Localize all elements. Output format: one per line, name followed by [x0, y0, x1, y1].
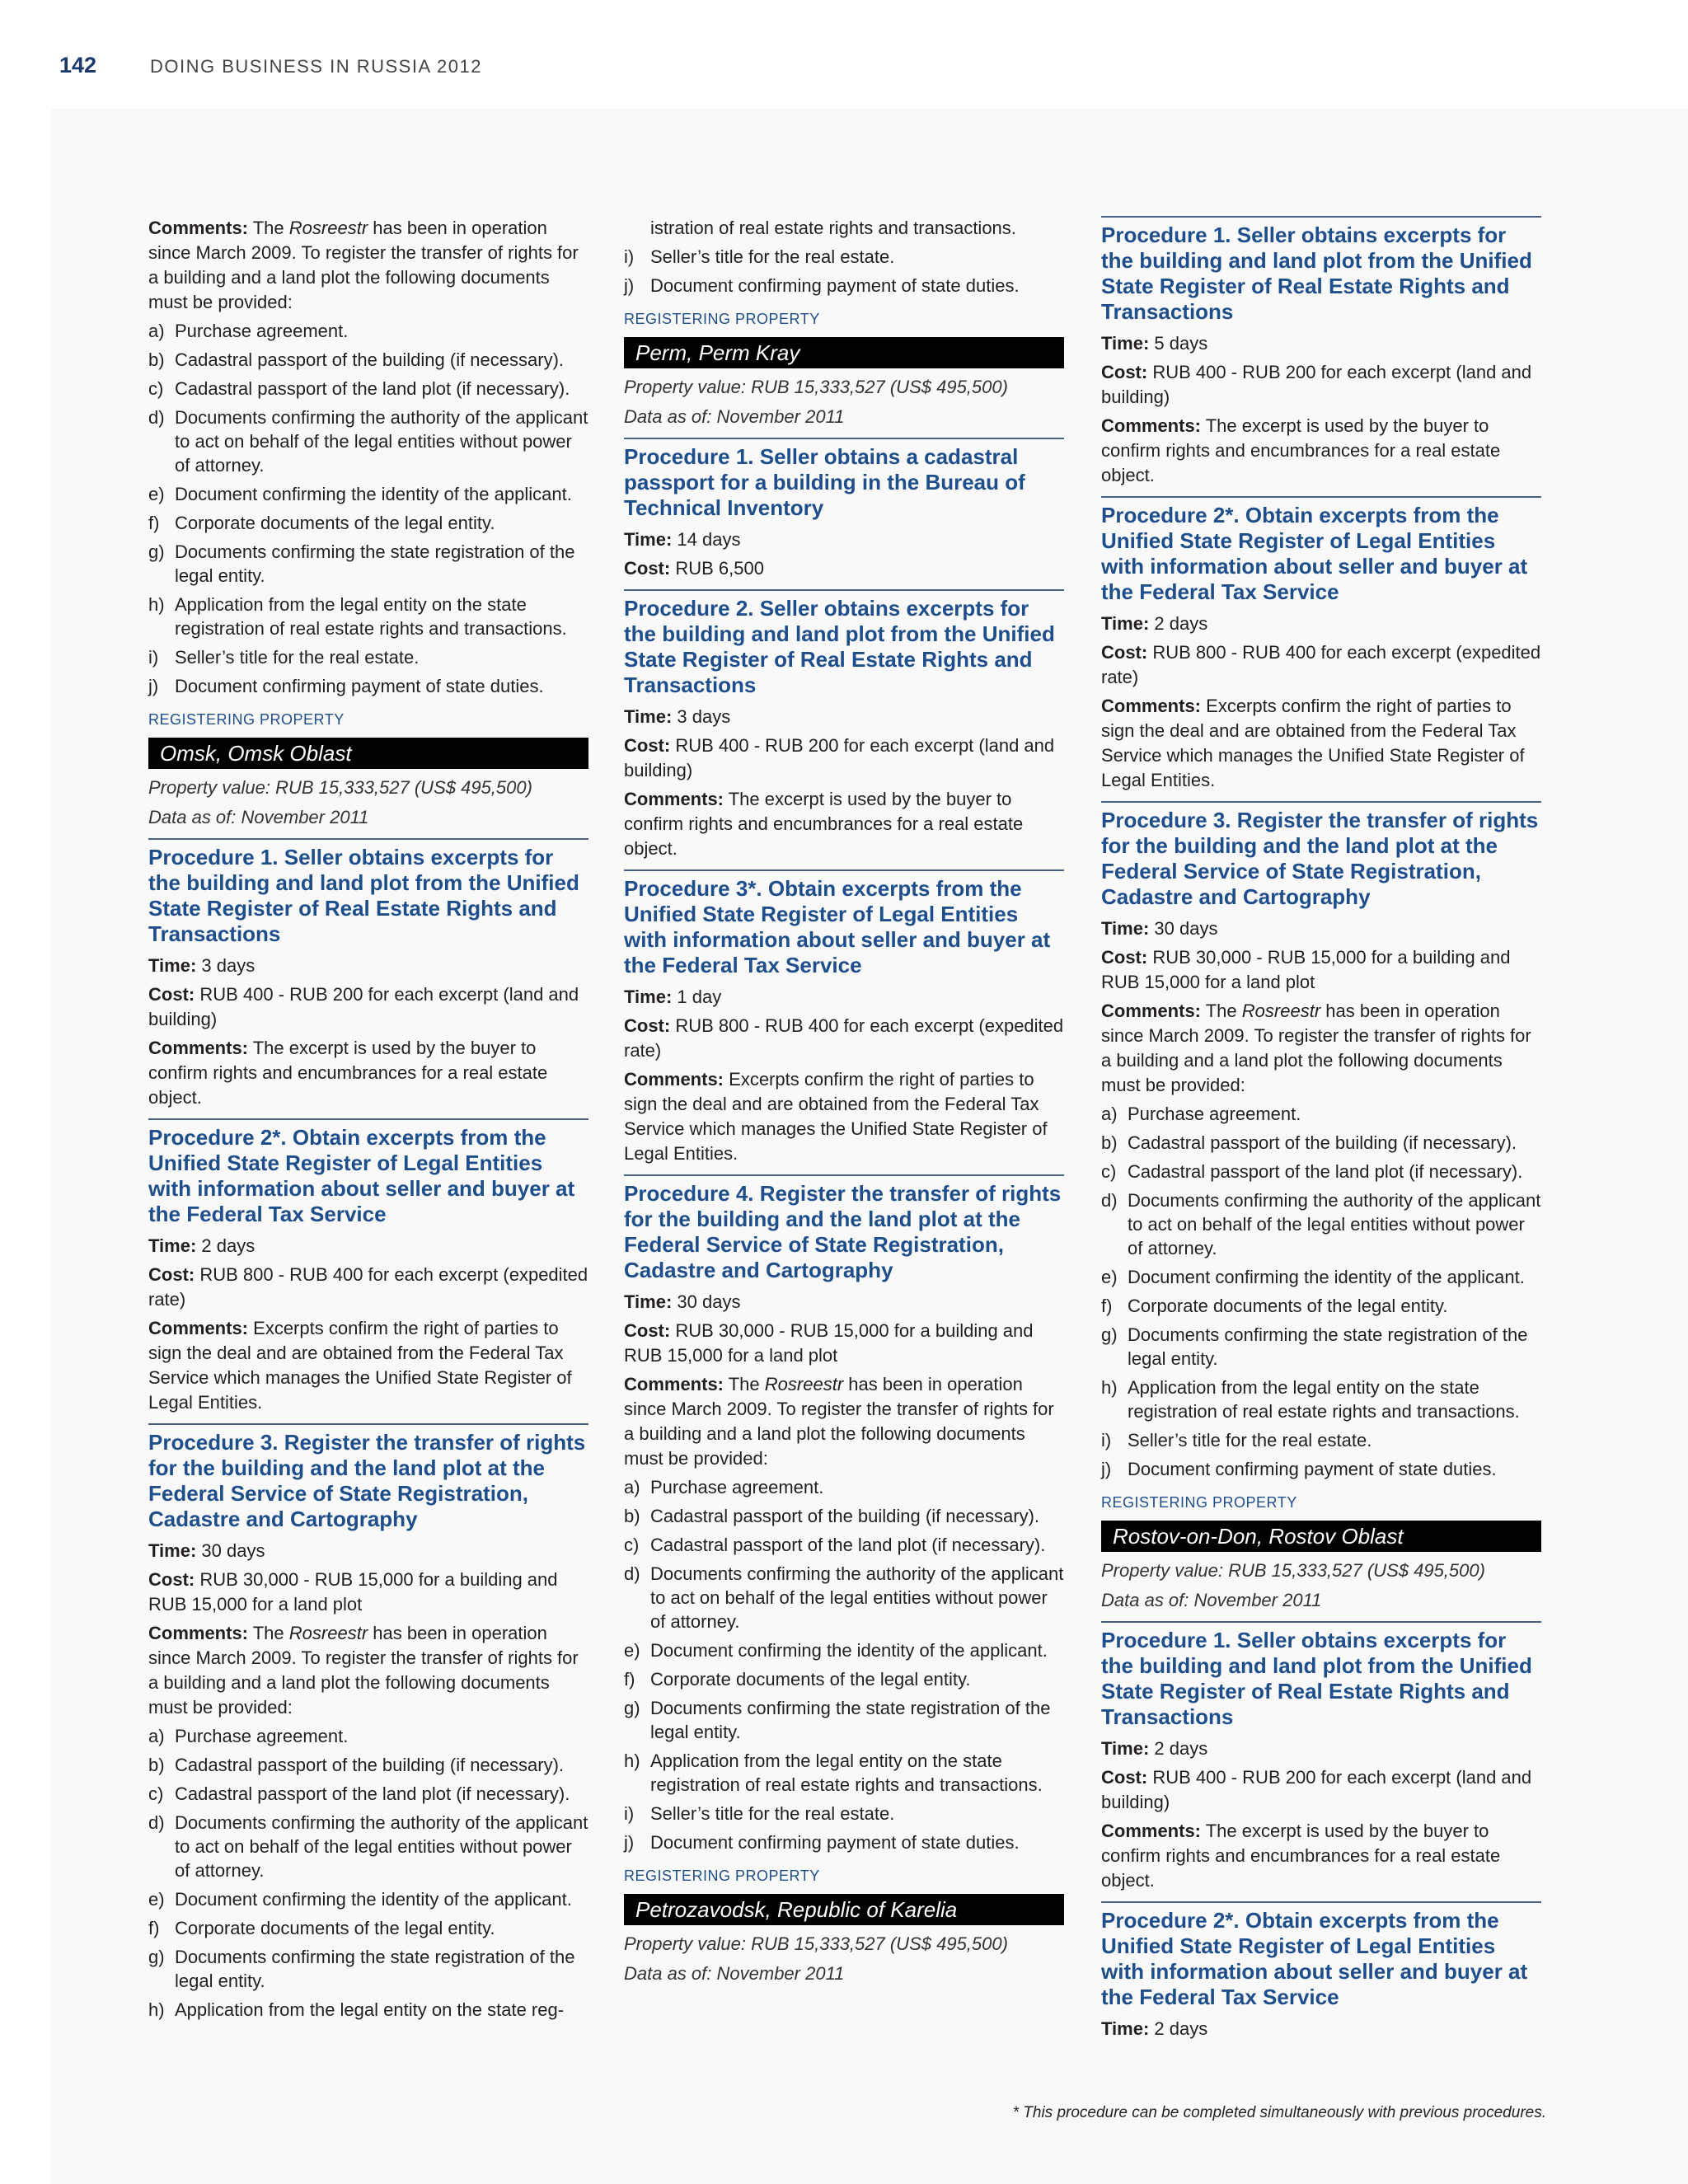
procedure-title: Procedure 2. Seller obtains excerpts for the building and land plot from the Unified State Register of Real Estate Rights and Transactions [624, 589, 1064, 698]
list-item: g) Documents confirming the state registration of the legal entity. [148, 541, 575, 586]
procedure-comments: Comments: The excerpt is used by the buyer to confirm rights and encumbrances for a real estate object. [624, 789, 1024, 859]
list-item: e) Document confirming the identity of the applicant. [1101, 1267, 1525, 1287]
procedure-cost: Cost: RUB 30,000 - RUB 15,000 for a building and RUB 15,000 for a land plot [1101, 947, 1511, 992]
procedure-title: Procedure 1. Seller obtains excerpts for the building and land plot from the Unified State Register of Real Estate Rights and Transactions [148, 838, 588, 947]
procedure-time: Time: 30 days [148, 1540, 265, 1561]
procedure-comments: Comments: Excerpts confirm the right of parties to sign the deal and are obtained from the Federal Tax Service which manages the Unified State Register of Legal Entities. [624, 1069, 1048, 1164]
procedure-time: Time: 2 days [1101, 2018, 1208, 2039]
procedure-comments: Comments: The excerpt is used by the buyer to confirm rights and encumbrances for a real estate object. [1101, 415, 1501, 485]
city-title-bar: Petrozavodsk, Republic of Karelia [624, 1894, 1064, 1925]
list-item: j) Document confirming payment of state duties. [148, 676, 544, 696]
procedure-title: Procedure 3. Register the transfer of rights for the building and the land plot at the Federal Service of State Registration, Cadastre and Cartography [148, 1423, 588, 1532]
procedure-comments: Comments: Excerpts confirm the right of parties to sign the deal and are obtained from the Federal Tax Service which manages the Unified State Register of Legal Entities. [148, 1318, 572, 1413]
procedure-title: Procedure 1. Seller obtains excerpts for the building and land plot from the Unified State Register of Real Estate Rights and Transactions [1101, 1621, 1541, 1730]
procedure-comments: Comments: The excerpt is used by the buyer to confirm rights and encumbrances for a real estate object. [1101, 1821, 1501, 1891]
documents-list [624, 245, 1064, 298]
procedure-comments: Comments: Excerpts confirm the right of parties to sign the deal and are obtained from the Federal Tax Service which manages the Unified State Register of Legal Entities. [1101, 696, 1525, 790]
procedure-time: Time: 1 day [624, 987, 722, 1007]
documents-list [624, 1475, 1064, 1854]
page-header [59, 53, 482, 78]
city-title-bar: Rostov-on-Don, Rostov Oblast [1101, 1521, 1541, 1552]
data-as-of: Data as of: November 2011 [624, 1963, 845, 1984]
procedure-cost: Cost: RUB 6,500 [624, 558, 764, 579]
comments-paragraph: Comments: The Rosreestr has been in operation since March 2009. To register the transfer of rights for a building and a land plot the following documents must be provided: [1101, 1001, 1531, 1095]
documents-list [1101, 1102, 1541, 1481]
procedure-time: Time: 5 days [1101, 333, 1208, 354]
procedure-time: Time: 2 days [148, 1235, 256, 1256]
list-item: i) Seller’s title for the real estate. [624, 1803, 895, 1824]
list-item: i) Seller’s title for the real estate. [1101, 1430, 1372, 1451]
procedure-time: Time: 2 days [1101, 1738, 1208, 1759]
procedure-cost: Cost: RUB 400 - RUB 200 for each excerpt (land and building) [624, 735, 1055, 780]
list-item: g) Documents confirming the state registration of the legal entity. [1101, 1324, 1528, 1369]
data-as-of: Data as of: November 2011 [1101, 1590, 1322, 1610]
list-item: b) Cadastral passport of the building (if necessary). [148, 349, 565, 370]
property-value: Property value: RUB 15,333,527 (US$ 495,500) [148, 777, 532, 798]
procedure-comments: Comments: The excerpt is used by the buyer to confirm rights and encumbrances for a real estate object. [148, 1038, 548, 1108]
list-item: i) Seller’s title for the real estate. [624, 246, 895, 267]
list-item: c) Cadastral passport of the land plot (if necessary). [148, 1783, 570, 1804]
section-label: REGISTERING PROPERTY [1101, 1494, 1297, 1511]
list-item: e) Document confirming the identity of the applicant. [624, 1640, 1048, 1661]
list-item: e) Document confirming the identity of the applicant. [148, 484, 572, 504]
list-item: a) Purchase agreement. [148, 321, 349, 341]
procedure-cost: Cost: RUB 800 - RUB 400 for each excerpt (expedited rate) [624, 1015, 1064, 1061]
procedure-title: Procedure 1. Seller obtains a cadastral passport for a building in the Bureau of Technical Inventory [624, 438, 1064, 521]
procedure-cost: Cost: RUB 30,000 - RUB 15,000 for a building and RUB 15,000 for a land plot [624, 1320, 1034, 1366]
list-item: b) Cadastral passport of the building (if necessary). [1101, 1132, 1517, 1153]
data-as-of: Data as of: November 2011 [624, 406, 845, 427]
section-label: REGISTERING PROPERTY [624, 1868, 820, 1884]
list-item: c) Cadastral passport of the land plot (if necessary). [148, 378, 570, 399]
column-1 [148, 216, 588, 2027]
property-value: Property value: RUB 15,333,527 (US$ 495,500) [624, 377, 1008, 397]
list-item-continuation: istration of real estate rights and transactions. [650, 218, 1016, 238]
list-item: b) Cadastral passport of the building (if necessary). [624, 1506, 1040, 1526]
procedure-title: Procedure 4. Register the transfer of rights for the building and the land plot at the Federal Service of State Registration, Cadastre and Cartography [624, 1174, 1064, 1283]
documents-list [148, 319, 588, 698]
list-item: f) Corporate documents of the legal entity. [1101, 1296, 1448, 1316]
section-label: REGISTERING PROPERTY [624, 311, 820, 327]
procedure-cost: Cost: RUB 400 - RUB 200 for each excerpt (land and building) [1101, 1767, 1532, 1812]
comments-paragraph: Comments: The Rosreestr has been in operation since March 2009. To register the transfer of rights for a building and a land plot the following documents must be provided: [624, 1374, 1054, 1469]
procedure-time: Time: 3 days [624, 706, 731, 727]
footnote: * This procedure can be completed simultaneously with previous procedures. [1012, 2104, 1546, 2121]
property-value: Property value: RUB 15,333,527 (US$ 495,500) [1101, 1560, 1485, 1581]
list-item: f) Corporate documents of the legal entity. [624, 1669, 971, 1690]
page-number: 142 [59, 53, 97, 77]
list-item: i) Seller’s title for the real estate. [148, 647, 420, 668]
procedure-cost: Cost: RUB 800 - RUB 400 for each excerpt (expedited rate) [148, 1264, 588, 1310]
procedure-title: Procedure 2*. Obtain excerpts from the Unified State Register of Legal Entities with information about seller and buyer at the Federal Tax Service [1101, 496, 1541, 605]
procedure-time: Time: 2 days [1101, 613, 1208, 634]
list-item: c) Cadastral passport of the land plot (if necessary). [624, 1535, 1046, 1555]
city-title-bar: Perm, Perm Kray [624, 337, 1064, 368]
list-item: h) Application from the legal entity on the state reg- [148, 1999, 565, 2020]
procedure-title: Procedure 2*. Obtain excerpts from the Unified State Register of Legal Entities with information about seller and buyer at the Federal Tax Service [1101, 1901, 1541, 2010]
list-item: a) Purchase agreement. [624, 1477, 824, 1497]
procedure-cost: Cost: RUB 30,000 - RUB 15,000 for a building and RUB 15,000 for a land plot [148, 1569, 558, 1615]
list-item: j) Document confirming payment of state duties. [1101, 1459, 1497, 1479]
list-item: d) Documents confirming the authority of the applicant to act on behalf of the legal entities without power of attorney. [148, 407, 588, 476]
section-label: REGISTERING PROPERTY [148, 711, 345, 728]
list-item: j) Document confirming payment of state duties. [624, 275, 1020, 296]
procedure-time: Time: 30 days [624, 1291, 741, 1312]
list-item: a) Purchase agreement. [148, 1726, 349, 1746]
procedure-time: Time: 3 days [148, 955, 256, 976]
list-item: h) Application from the legal entity on the state registration of real estate rights and transactions. [148, 594, 567, 639]
procedure-cost: Cost: RUB 400 - RUB 200 for each excerpt (land and building) [148, 984, 579, 1029]
procedure-title: Procedure 3*. Obtain excerpts from the Unified State Register of Legal Entities with information about seller and buyer at the Federal Tax Service [624, 869, 1064, 978]
comments-paragraph: Comments: The Rosreestr has been in operation since March 2009. To register the transfer of rights for a building and a land plot the following documents must be provided: [148, 218, 579, 312]
list-item: a) Purchase agreement. [1101, 1104, 1301, 1124]
list-item: b) Cadastral passport of the building (if necessary). [148, 1755, 565, 1775]
list-item: d) Documents confirming the authority of the applicant to act on behalf of the legal entities without power of attorney. [1101, 1190, 1541, 1258]
city-title-bar: Omsk, Omsk Oblast [148, 738, 588, 769]
data-as-of: Data as of: November 2011 [148, 807, 369, 827]
list-item: d) Documents confirming the authority of the applicant to act on behalf of the legal entities without power of attorney. [148, 1812, 588, 1881]
running-title: DOING BUSINESS IN RUSSIA 2012 [150, 56, 482, 77]
procedure-title: Procedure 1. Seller obtains excerpts for the building and land plot from the Unified State Register of Real Estate Rights and Transactions [1101, 216, 1541, 325]
property-value: Property value: RUB 15,333,527 (US$ 495,500) [624, 1933, 1008, 1954]
documents-list [148, 1724, 588, 2022]
list-item: g) Documents confirming the state registration of the legal entity. [148, 1947, 575, 1991]
list-item: g) Documents confirming the state registration of the legal entity. [624, 1698, 1051, 1742]
procedure-cost: Cost: RUB 400 - RUB 200 for each excerpt (land and building) [1101, 362, 1532, 407]
procedure-cost: Cost: RUB 800 - RUB 400 for each excerpt (expedited rate) [1101, 642, 1541, 687]
procedure-time: Time: 30 days [1101, 918, 1218, 939]
column-2 [624, 216, 1064, 1991]
list-item: j) Document confirming payment of state duties. [624, 1832, 1020, 1853]
procedure-title: Procedure 2*. Obtain excerpts from the Unified State Register of Legal Entities with information about seller and buyer at the Federal Tax Service [148, 1118, 588, 1227]
list-item: f) Corporate documents of the legal entity. [148, 513, 495, 533]
comments-paragraph: Comments: The Rosreestr has been in operation since March 2009. To register the transfer of rights for a building and a land plot the following documents must be provided: [148, 1623, 579, 1718]
column-3 [1101, 216, 1541, 2046]
list-item: h) Application from the legal entity on the state registration of real estate rights and transactions. [1101, 1377, 1520, 1422]
list-item: h) Application from the legal entity on the state registration of real estate rights and transactions. [624, 1750, 1043, 1795]
list-item: e) Document confirming the identity of the applicant. [148, 1889, 572, 1910]
list-item: f) Corporate documents of the legal entity. [148, 1918, 495, 1938]
list-item: d) Documents confirming the authority of the applicant to act on behalf of the legal entities without power of attorney. [624, 1563, 1064, 1632]
procedure-time: Time: 14 days [624, 529, 741, 550]
list-item: c) Cadastral passport of the land plot (if necessary). [1101, 1161, 1523, 1182]
procedure-title: Procedure 3. Register the transfer of rights for the building and the land plot at the Federal Service of State Registration, Cadastre and Cartography [1101, 801, 1541, 910]
